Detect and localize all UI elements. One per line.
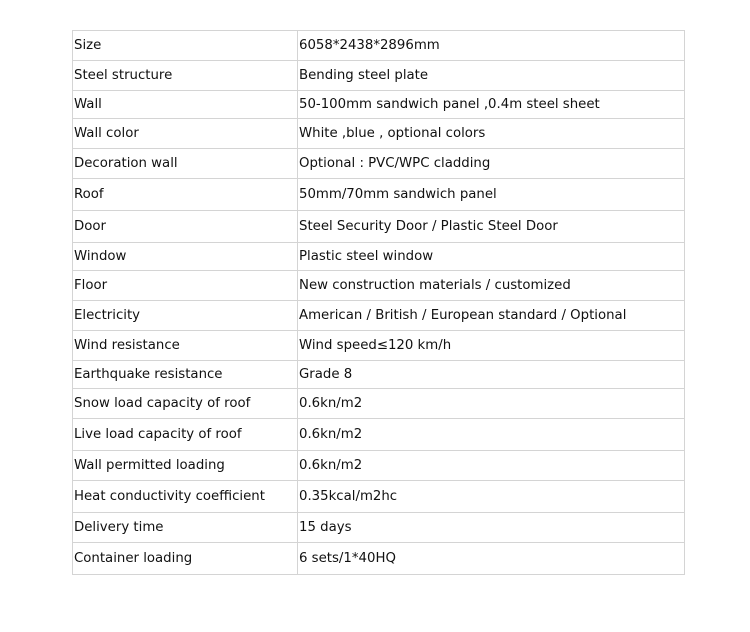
table-row bbox=[73, 243, 685, 271]
row-value: 0.6kn/m2 bbox=[298, 419, 685, 451]
row-value: 15 days bbox=[298, 513, 685, 543]
row-value: 50mm/70mm sandwich panel bbox=[298, 179, 685, 211]
row-value: 0.6kn/m2 bbox=[298, 389, 685, 419]
table-row bbox=[73, 31, 685, 61]
table-row bbox=[73, 119, 685, 149]
table-row bbox=[73, 543, 685, 575]
table-row bbox=[73, 513, 685, 543]
row-label: Wall bbox=[73, 91, 298, 119]
row-label: Electricity bbox=[73, 301, 298, 331]
row-label: Wall color bbox=[73, 119, 298, 149]
row-label: Door bbox=[73, 211, 298, 243]
row-label: Live load capacity of roof bbox=[73, 419, 298, 451]
row-label: Delivery time bbox=[73, 513, 298, 543]
row-value: Bending steel plate bbox=[298, 61, 685, 91]
row-value: Grade 8 bbox=[298, 361, 685, 389]
row-value: New construction materials / customized bbox=[298, 271, 685, 301]
row-label: Earthquake resistance bbox=[73, 361, 298, 389]
table-row bbox=[73, 61, 685, 91]
row-label: Roof bbox=[73, 179, 298, 211]
row-value: Wind speed≤120 km/h bbox=[298, 331, 685, 361]
row-label: Snow load capacity of roof bbox=[73, 389, 298, 419]
table-row bbox=[73, 149, 685, 179]
row-value: White ,blue , optional colors bbox=[298, 119, 685, 149]
row-value: 0.6kn/m2 bbox=[298, 451, 685, 481]
row-label: Heat conductivity coefficient bbox=[73, 481, 298, 513]
table-row bbox=[73, 419, 685, 451]
spec-table bbox=[72, 30, 685, 575]
table-row bbox=[73, 451, 685, 481]
row-value: 6 sets/1*40HQ bbox=[298, 543, 685, 575]
row-value: 6058*2438*2896mm bbox=[298, 31, 685, 61]
table-row bbox=[73, 361, 685, 389]
row-label: Wall permitted loading bbox=[73, 451, 298, 481]
table-row bbox=[73, 211, 685, 243]
row-label: Floor bbox=[73, 271, 298, 301]
table-row bbox=[73, 481, 685, 513]
row-label: Decoration wall bbox=[73, 149, 298, 179]
table-row bbox=[73, 331, 685, 361]
row-label: Wind resistance bbox=[73, 331, 298, 361]
row-value: Steel Security Door / Plastic Steel Door bbox=[298, 211, 685, 243]
table-row bbox=[73, 301, 685, 331]
table-row bbox=[73, 389, 685, 419]
table-row bbox=[73, 271, 685, 301]
row-value: 50-100mm sandwich panel ,0.4m steel sheet bbox=[298, 91, 685, 119]
row-label: Steel structure bbox=[73, 61, 298, 91]
table-row bbox=[73, 179, 685, 211]
row-label: Window bbox=[73, 243, 298, 271]
row-label: Size bbox=[73, 31, 298, 61]
table-row bbox=[73, 91, 685, 119]
spec-table-body bbox=[73, 31, 685, 575]
row-value: 0.35kcal/m2hc bbox=[298, 481, 685, 513]
row-value: Optional : PVC/WPC cladding bbox=[298, 149, 685, 179]
row-label: Container loading bbox=[73, 543, 298, 575]
row-value: Plastic steel window bbox=[298, 243, 685, 271]
row-value: American / British / European standard / Optional bbox=[298, 301, 685, 331]
